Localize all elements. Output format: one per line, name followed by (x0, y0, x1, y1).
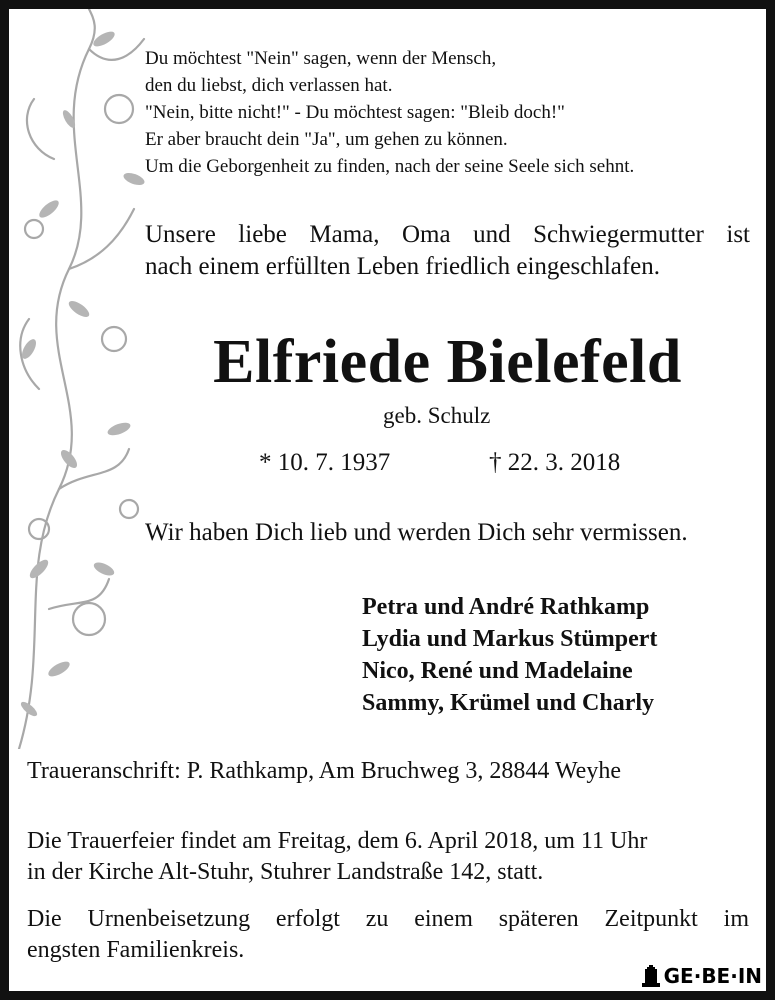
poem-verse (145, 45, 634, 180)
mourner-entry: Petra und André Rathkamp (362, 594, 650, 620)
urn-line: engsten Familienkreis. (27, 937, 245, 963)
urn-burial-info (27, 904, 749, 966)
ceremony-line: in der Kirche Alt-Stuhr, Stuhrer Landstraße 142, statt. (27, 859, 544, 885)
mourner-entry: Nico, René und Madelaine (362, 658, 633, 684)
mourner-entry: Lydia und Markus Stümpert (362, 626, 658, 652)
brand-logo-text: GE·BE·IN (663, 964, 762, 988)
poem-line: "Nein, bitte nicht!" - Du möchtest sagen: "Bleib doch!" (145, 102, 565, 123)
urn-line: Die Urnenbeisetzung erfolgt zu einem späteren Zeitpunkt im (27, 906, 749, 932)
intro-line: Unsere liebe Mama, Oma und Schwiegermutter ist (145, 221, 750, 248)
poem-line: den du liebst, dich verlassen hat. (145, 75, 393, 96)
intro-line: nach einem erfüllten Leben friedlich eingeschlafen. (145, 253, 661, 280)
deceased-name: Elfriede Bielefeld (213, 328, 682, 396)
poem-line: Um die Geborgenheit zu finden, nach der seine Seele sich sehnt. (145, 156, 635, 177)
mourners-list (362, 591, 657, 719)
birth-date: * 10. 7. 1937 (259, 449, 391, 476)
closing-sentence: Wir haben Dich lieb und werden Dich sehr vermissen. (145, 519, 688, 546)
maiden-name: geb. Schulz (383, 403, 491, 428)
death-date: † 22. 3. 2018 (489, 449, 621, 476)
mourning-address: Traueranschrift: P. Rathkamp, Am Bruchweg 3, 28844 Weyhe (27, 758, 621, 784)
ceremony-info (27, 826, 749, 888)
gebein-logo-icon (642, 965, 660, 987)
poem-line: Er aber braucht dein "Ja", um gehen zu können. (145, 129, 508, 150)
gebein-brand (634, 961, 766, 991)
intro-text (145, 219, 750, 283)
mourner-entry: Sammy, Krümel und Charly (362, 690, 655, 716)
poem-line: Du möchtest "Nein" sagen, wenn der Mensch, (145, 48, 497, 69)
ceremony-line: Die Trauerfeier findet am Freitag, dem 6. April 2018, um 11 Uhr (27, 828, 648, 854)
